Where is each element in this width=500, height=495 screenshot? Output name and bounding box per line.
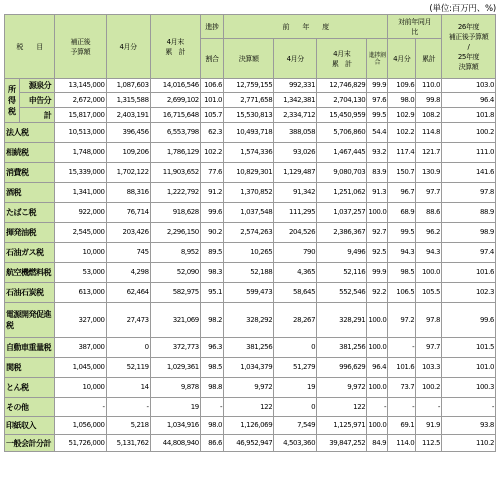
value-cell-pcum: 122 — [317, 398, 367, 417]
value-cell-pprog: 92.7 — [367, 223, 388, 243]
value-cell-pcum: 1,125,971 — [317, 417, 367, 435]
value-cell-yoy-cum: 91.9 — [416, 417, 442, 435]
value-cell-pprog: 99.9 — [367, 79, 388, 93]
value-cell-pcum: 12,746,829 — [317, 79, 367, 93]
value-cell-yoy-april: - — [388, 398, 416, 417]
value-cell-pcum: 328,291 — [317, 303, 367, 338]
table-row — [5, 338, 496, 358]
value-cell-budget: 387,000 — [55, 338, 106, 358]
value-cell-prog: 102.2 — [200, 143, 223, 163]
value-cell-cum: 44,808,940 — [150, 435, 200, 452]
value-cell-pprog: 100.0 — [367, 417, 388, 435]
value-cell-cum: 8,952 — [150, 243, 200, 263]
value-cell-r26: 96.4 — [442, 93, 496, 108]
value-cell-papril: 0 — [274, 338, 317, 358]
value-cell-pcum: 1,467,445 — [317, 143, 367, 163]
value-cell-yoy-april: 102.2 — [388, 123, 416, 143]
value-cell-pprog: 91.3 — [367, 183, 388, 203]
value-cell-yoy-april: 101.6 — [388, 358, 416, 378]
value-cell-yoy-cum: 130.9 — [416, 163, 442, 183]
value-cell-cum: 2,699,102 — [150, 93, 200, 108]
value-cell-papril: 111,295 — [274, 203, 317, 223]
header-progress-ratio: 割合 — [200, 39, 223, 79]
value-cell-papril: 58,645 — [274, 283, 317, 303]
header-april-cum: 4月末 累 計 — [150, 15, 200, 79]
table-row — [5, 79, 496, 93]
value-cell-prog: 106.6 — [200, 79, 223, 93]
value-cell-yoy-cum: 103.3 — [416, 358, 442, 378]
value-cell-april: 76,714 — [106, 203, 150, 223]
value-cell-settled: 10,829,301 — [224, 163, 274, 183]
value-cell-budget: 922,000 — [55, 203, 106, 223]
value-cell-april: 109,206 — [106, 143, 150, 163]
value-cell-cum: 6,553,798 — [150, 123, 200, 143]
value-cell-r26: 101.0 — [442, 358, 496, 378]
value-cell-yoy-cum: 97.7 — [416, 338, 442, 358]
value-cell-april: 5,131,762 — [106, 435, 150, 452]
income-tax-group-label: 所 得 税 — [5, 79, 20, 123]
table-row — [5, 358, 496, 378]
value-cell-cum: 372,773 — [150, 338, 200, 358]
value-cell-cum: 14,016,546 — [150, 79, 200, 93]
value-cell-prog: 101.0 — [200, 93, 223, 108]
tax-name-cell: 石油石炭税 — [5, 283, 55, 303]
value-cell-r26: 111.0 — [442, 143, 496, 163]
unit-note: (単位:百万円、%) — [429, 4, 496, 14]
value-cell-settled: 1,126,069 — [224, 417, 274, 435]
value-cell-budget: 613,000 — [55, 283, 106, 303]
value-cell-yoy-april: - — [388, 338, 416, 358]
tax-name-cell: 航空機燃料税 — [5, 263, 55, 283]
value-cell-pprog: 99.5 — [367, 108, 388, 123]
table-row — [5, 143, 496, 163]
value-cell-pprog: 92.2 — [367, 283, 388, 303]
value-cell-r26: 98.9 — [442, 223, 496, 243]
value-cell-settled: 1,034,379 — [224, 358, 274, 378]
value-cell-yoy-april: 117.4 — [388, 143, 416, 163]
value-cell-prog: 98.5 — [200, 358, 223, 378]
value-cell-r26: 99.6 — [442, 303, 496, 338]
value-cell-prog: 96.3 — [200, 338, 223, 358]
value-cell-cum: 52,090 — [150, 263, 200, 283]
value-cell-april: 62,464 — [106, 283, 150, 303]
value-cell-r26: 100.2 — [442, 123, 496, 143]
value-cell-prog: 86.6 — [200, 435, 223, 452]
value-cell-pcum: 2,704,130 — [317, 93, 367, 108]
value-cell-prog: 62.3 — [200, 123, 223, 143]
value-cell-papril: 1,129,487 — [274, 163, 317, 183]
value-cell-april: 1,087,603 — [106, 79, 150, 93]
table-row — [5, 417, 496, 435]
value-cell-papril: 28,267 — [274, 303, 317, 338]
tax-name-cell: とん税 — [5, 378, 55, 398]
tax-name-cell: 揮発油税 — [5, 223, 55, 243]
value-cell-prog: 99.6 — [200, 203, 223, 223]
value-cell-prog: 98.8 — [200, 378, 223, 398]
value-cell-cum: 1,029,361 — [150, 358, 200, 378]
value-cell-prog: 77.6 — [200, 163, 223, 183]
header-progress: 進捗 — [200, 15, 223, 39]
value-cell-papril: 992,331 — [274, 79, 317, 93]
value-cell-pcum: 9,972 — [317, 378, 367, 398]
value-cell-budget: 10,000 — [55, 243, 106, 263]
value-cell-pprog: 100.0 — [367, 303, 388, 338]
value-cell-pcum: 15,450,959 — [317, 108, 367, 123]
value-cell-budget: 2,545,000 — [55, 223, 106, 243]
value-cell-r26: 141.6 — [442, 163, 496, 183]
value-cell-settled: 12,759,155 — [224, 79, 274, 93]
value-cell-pcum: 996,629 — [317, 358, 367, 378]
value-cell-budget: 10,000 — [55, 378, 106, 398]
value-cell-papril: 51,279 — [274, 358, 317, 378]
value-cell-settled: 9,972 — [224, 378, 274, 398]
value-cell-prog: 98.0 — [200, 417, 223, 435]
value-cell-pcum: 5,706,860 — [317, 123, 367, 143]
value-cell-budget: 2,672,000 — [55, 93, 106, 108]
value-cell-pcum: 9,496 — [317, 243, 367, 263]
value-cell-yoy-cum: 96.2 — [416, 223, 442, 243]
tax-name-cell: 酒税 — [5, 183, 55, 203]
value-cell-settled: 328,292 — [224, 303, 274, 338]
value-cell-r26: 93.8 — [442, 417, 496, 435]
value-cell-cum: 16,715,648 — [150, 108, 200, 123]
value-cell-yoy-cum: 100.0 — [416, 263, 442, 283]
value-cell-settled: 15,530,813 — [224, 108, 274, 123]
value-cell-pcum: 1,037,257 — [317, 203, 367, 223]
value-cell-papril: 2,334,712 — [274, 108, 317, 123]
header-supp-budget: 補正後 予算額 — [55, 15, 106, 79]
value-cell-pprog: 54.4 — [367, 123, 388, 143]
value-cell-papril: 93,026 — [274, 143, 317, 163]
table-row — [5, 123, 496, 143]
value-cell-april: - — [106, 398, 150, 417]
value-cell-papril: 0 — [274, 398, 317, 417]
value-cell-papril: 1,342,381 — [274, 93, 317, 108]
value-cell-papril: 388,058 — [274, 123, 317, 143]
value-cell-budget: 327,000 — [55, 303, 106, 338]
value-cell-april: 1,702,122 — [106, 163, 150, 183]
header-yoy-april: 4月分 — [388, 39, 416, 79]
value-cell-yoy-cum: 97.7 — [416, 183, 442, 203]
tax-name-cell: 計 — [19, 108, 55, 123]
value-cell-yoy-april: 109.6 — [388, 79, 416, 93]
value-cell-yoy-cum: 110.0 — [416, 79, 442, 93]
value-cell-r26: 101.5 — [442, 338, 496, 358]
value-cell-r26: 101.6 — [442, 263, 496, 283]
value-cell-papril: 91,342 — [274, 183, 317, 203]
value-cell-pcum: 52,116 — [317, 263, 367, 283]
value-cell-budget: - — [55, 398, 106, 417]
value-cell-budget: 51,726,000 — [55, 435, 106, 452]
tax-name-cell: たばこ税 — [5, 203, 55, 223]
tax-name-cell: 石油ガス税 — [5, 243, 55, 263]
value-cell-r26: 103.0 — [442, 79, 496, 93]
value-cell-settled: 2,771,658 — [224, 93, 274, 108]
value-cell-april: 0 — [106, 338, 150, 358]
value-cell-yoy-april: 68.9 — [388, 203, 416, 223]
value-cell-budget: 1,056,000 — [55, 417, 106, 435]
value-cell-prog: 98.2 — [200, 303, 223, 338]
value-cell-pprog: 99.9 — [367, 263, 388, 283]
value-cell-yoy-april: 98.5 — [388, 263, 416, 283]
value-cell-r26: 97.8 — [442, 183, 496, 203]
value-cell-r26: - — [442, 398, 496, 417]
value-cell-prog: 91.2 — [200, 183, 223, 203]
value-cell-r26: 110.2 — [442, 435, 496, 452]
value-cell-pprog: 92.5 — [367, 243, 388, 263]
value-cell-budget: 15,339,000 — [55, 163, 106, 183]
value-cell-budget: 1,045,000 — [55, 358, 106, 378]
value-cell-pprog: 96.4 — [367, 358, 388, 378]
value-cell-april: 4,298 — [106, 263, 150, 283]
value-cell-cum: 582,975 — [150, 283, 200, 303]
value-cell-yoy-april: 99.5 — [388, 223, 416, 243]
tax-name-cell: 法人税 — [5, 123, 55, 143]
value-cell-pcum: 39,847,252 — [317, 435, 367, 452]
header-tax: 税 目 — [5, 15, 55, 79]
header-yoy: 対前年同月 比 — [388, 15, 442, 39]
header-prev-april-cum: 4月末 累 計 — [317, 39, 367, 79]
value-cell-yoy-april: 94.3 — [388, 243, 416, 263]
value-cell-pprog: - — [367, 398, 388, 417]
value-cell-settled: 381,256 — [224, 338, 274, 358]
value-cell-pcum: 552,546 — [317, 283, 367, 303]
header-prev-progress: 進捗割合 — [367, 39, 388, 79]
tax-name-cell: 相続税 — [5, 143, 55, 163]
table-row — [5, 283, 496, 303]
value-cell-budget: 1,341,000 — [55, 183, 106, 203]
tax-revenue-table — [4, 14, 496, 452]
value-cell-yoy-april: 106.5 — [388, 283, 416, 303]
table-row — [5, 203, 496, 223]
table-row — [5, 435, 496, 452]
tax-name-cell: その他 — [5, 398, 55, 417]
value-cell-april: 5,218 — [106, 417, 150, 435]
table-row — [5, 183, 496, 203]
header-ratio-26: 26年度 補正後予算額 / 25年度 決算額 — [442, 15, 496, 79]
value-cell-budget: 10,513,000 — [55, 123, 106, 143]
value-cell-yoy-cum: 112.5 — [416, 435, 442, 452]
value-cell-yoy-cum: 88.6 — [416, 203, 442, 223]
tax-name-cell: 関税 — [5, 358, 55, 378]
value-cell-papril: 7,549 — [274, 417, 317, 435]
table-row — [5, 398, 496, 417]
value-cell-settled: 10,493,718 — [224, 123, 274, 143]
value-cell-r26: 102.3 — [442, 283, 496, 303]
value-cell-pprog: 84.9 — [367, 435, 388, 452]
value-cell-yoy-cum: 108.2 — [416, 108, 442, 123]
value-cell-settled: 52,188 — [224, 263, 274, 283]
value-cell-papril: 4,503,360 — [274, 435, 317, 452]
value-cell-papril: 19 — [274, 378, 317, 398]
header-april: 4月分 — [106, 15, 150, 79]
value-cell-settled: 599,473 — [224, 283, 274, 303]
value-cell-cum: 1,786,129 — [150, 143, 200, 163]
header-prev-year: 前 年 度 — [224, 15, 388, 39]
value-cell-prog: 98.3 — [200, 263, 223, 283]
value-cell-cum: 2,296,150 — [150, 223, 200, 243]
value-cell-settled: 2,574,263 — [224, 223, 274, 243]
value-cell-april: 88,316 — [106, 183, 150, 203]
value-cell-cum: 9,878 — [150, 378, 200, 398]
tax-name-cell: 申告分 — [19, 93, 55, 108]
value-cell-april: 52,119 — [106, 358, 150, 378]
header-yoy-cum: 累計 — [416, 39, 442, 79]
value-cell-pprog: 97.6 — [367, 93, 388, 108]
value-cell-cum: 918,628 — [150, 203, 200, 223]
table-row — [5, 108, 496, 123]
value-cell-april: 2,403,191 — [106, 108, 150, 123]
table-row — [5, 223, 496, 243]
value-cell-settled: 122 — [224, 398, 274, 417]
tax-name-cell: 消費税 — [5, 163, 55, 183]
value-cell-pprog: 100.0 — [367, 203, 388, 223]
value-cell-settled: 1,574,336 — [224, 143, 274, 163]
value-cell-papril: 204,526 — [274, 223, 317, 243]
value-cell-settled: 46,952,947 — [224, 435, 274, 452]
value-cell-yoy-cum: 97.8 — [416, 303, 442, 338]
value-cell-prog: - — [200, 398, 223, 417]
value-cell-r26: 97.4 — [442, 243, 496, 263]
tax-name-cell: 自動車重量税 — [5, 338, 55, 358]
value-cell-r26: 88.9 — [442, 203, 496, 223]
value-cell-papril: 790 — [274, 243, 317, 263]
value-cell-cum: 19 — [150, 398, 200, 417]
value-cell-yoy-april: 97.2 — [388, 303, 416, 338]
table-row — [5, 303, 496, 338]
value-cell-yoy-april: 69.1 — [388, 417, 416, 435]
value-cell-settled: 1,370,852 — [224, 183, 274, 203]
value-cell-budget: 1,748,000 — [55, 143, 106, 163]
value-cell-cum: 1,034,916 — [150, 417, 200, 435]
value-cell-pcum: 1,251,062 — [317, 183, 367, 203]
value-cell-pprog: 93.2 — [367, 143, 388, 163]
tax-name-cell: 印紙収入 — [5, 417, 55, 435]
table-row — [5, 243, 496, 263]
tax-name-cell: 一般会計分計 — [5, 435, 55, 452]
tax-name-cell: 電源開発促進税 — [5, 303, 55, 338]
value-cell-prog: 105.7 — [200, 108, 223, 123]
value-cell-cum: 321,069 — [150, 303, 200, 338]
table-row — [5, 93, 496, 108]
value-cell-r26: 101.8 — [442, 108, 496, 123]
value-cell-papril: 4,365 — [274, 263, 317, 283]
value-cell-april: 1,315,588 — [106, 93, 150, 108]
value-cell-cum: 11,903,652 — [150, 163, 200, 183]
value-cell-yoy-april: 96.7 — [388, 183, 416, 203]
value-cell-yoy-april: 150.7 — [388, 163, 416, 183]
value-cell-cum: 1,222,792 — [150, 183, 200, 203]
value-cell-yoy-april: 98.0 — [388, 93, 416, 108]
header-prev-april: 4月分 — [274, 39, 317, 79]
table-row — [5, 263, 496, 283]
value-cell-april: 745 — [106, 243, 150, 263]
value-cell-yoy-cum: 105.5 — [416, 283, 442, 303]
value-cell-yoy-cum: 99.8 — [416, 93, 442, 108]
tax-name-cell: 源泉分 — [19, 79, 55, 93]
value-cell-yoy-cum: 114.8 — [416, 123, 442, 143]
header-settled: 決算額 — [224, 39, 274, 79]
value-cell-yoy-cum: 100.2 — [416, 378, 442, 398]
table-row — [5, 163, 496, 183]
value-cell-settled: 10,265 — [224, 243, 274, 263]
value-cell-yoy-cum: 121.7 — [416, 143, 442, 163]
value-cell-pprog: 100.0 — [367, 338, 388, 358]
value-cell-april: 14 — [106, 378, 150, 398]
value-cell-yoy-cum: - — [416, 398, 442, 417]
value-cell-pcum: 2,386,367 — [317, 223, 367, 243]
value-cell-pcum: 381,256 — [317, 338, 367, 358]
value-cell-pcum: 9,080,703 — [317, 163, 367, 183]
table-row — [5, 378, 496, 398]
value-cell-yoy-cum: 94.3 — [416, 243, 442, 263]
value-cell-prog: 90.2 — [200, 223, 223, 243]
value-cell-april: 396,456 — [106, 123, 150, 143]
value-cell-pprog: 83.9 — [367, 163, 388, 183]
value-cell-pprog: 100.0 — [367, 378, 388, 398]
value-cell-settled: 1,037,548 — [224, 203, 274, 223]
value-cell-budget: 13,145,000 — [55, 79, 106, 93]
value-cell-april: 203,426 — [106, 223, 150, 243]
value-cell-budget: 53,000 — [55, 263, 106, 283]
value-cell-april: 27,473 — [106, 303, 150, 338]
value-cell-yoy-april: 73.7 — [388, 378, 416, 398]
value-cell-yoy-april: 102.9 — [388, 108, 416, 123]
value-cell-prog: 95.1 — [200, 283, 223, 303]
value-cell-yoy-april: 114.0 — [388, 435, 416, 452]
value-cell-budget: 15,817,000 — [55, 108, 106, 123]
value-cell-r26: 100.3 — [442, 378, 496, 398]
value-cell-prog: 89.5 — [200, 243, 223, 263]
